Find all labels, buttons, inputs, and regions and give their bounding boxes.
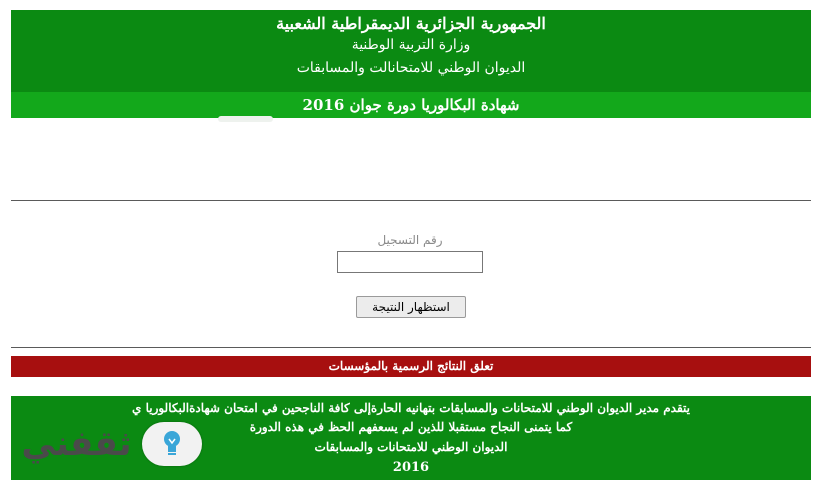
exam-title-bar: شهادة البكالوريا دورة جوان 2016	[11, 92, 811, 118]
registration-number-input[interactable]	[337, 251, 483, 273]
notice-bar: تعلق النتائج الرسمية بالمؤسسات	[11, 356, 811, 377]
site-header	[11, 10, 811, 92]
office-name: الديوان الوطني للامتحانالت والمسابقات	[296, 60, 526, 76]
ministry-name: وزارة التربية الوطنية	[351, 37, 471, 53]
registration-label: رقم التسجيل	[377, 233, 443, 247]
divider-top	[11, 200, 811, 201]
divider-bottom	[11, 347, 811, 348]
decorative-smudge	[218, 116, 273, 122]
show-result-button[interactable]: استظهار النتيجة	[356, 296, 466, 318]
watermark-logo	[14, 418, 214, 478]
footer-wish-line: كما يتمنى النجاح مستقبلا للذين لم يسعفهم الحظ في هذه الدورة	[249, 420, 573, 434]
watermark-text: ثقفني	[21, 424, 132, 464]
footer-year: 2016	[392, 460, 430, 475]
republic-name: الجمهورية الجزائرية الديمقراطية الشعبية	[276, 14, 546, 33]
lightbulb-icon	[160, 428, 184, 458]
footer-congrats-line: يتقدم مدير الديوان الوطني للامتحانات والمسابقات بتهانيه الحارةإلى كافة الناجحين في امتحان شهادةالبكالوريا ي	[132, 401, 690, 415]
footer-office-line: الديوان الوطني للامتحانات والمسابقات	[314, 440, 508, 454]
